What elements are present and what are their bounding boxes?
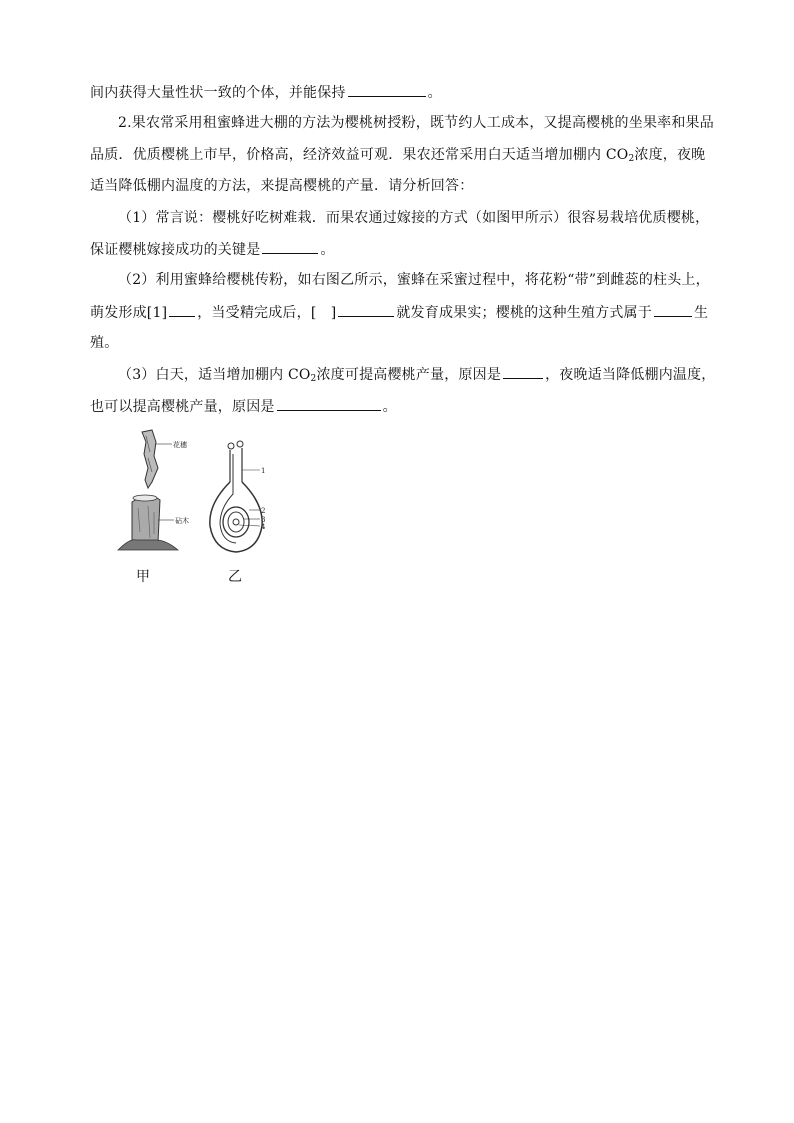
part3-blank-1[interactable] (503, 364, 543, 379)
q2-intro-line2: 品质．优质樱桃上市早，价格高，经济效益可观．果农还常采用白天适当增加棚内 $CO_2$浓度，夜晚 (90, 147, 706, 164)
pistil-label-4: 4 (261, 523, 266, 531)
scion-label: 花穗 (173, 441, 187, 449)
stock-shape (132, 496, 160, 542)
q2-part2-line3: 殖。 (90, 335, 119, 351)
q1-answer-blank[interactable] (348, 82, 426, 97)
figure-label-yi: 乙 (228, 569, 242, 585)
q2-part2-line2: 萌发形成[1] ，当受精完成后，[ ] 就发育成果实；樱桃的这种生殖方式属于 生 (90, 302, 708, 323)
part1-answer-blank[interactable] (262, 239, 318, 254)
part2-blank-1[interactable] (169, 302, 195, 317)
soil-shape (118, 540, 178, 550)
q1-tail-text: 间内获得大量性状一致的个体，并能保持 (90, 85, 346, 101)
pistil-label-2: 2 (261, 507, 266, 515)
q2-part1-line2: 保证樱桃嫁接成功的关键是 。 (90, 239, 335, 260)
pollen-tube (220, 454, 236, 543)
figure-label-jia: 甲 (136, 569, 150, 585)
q2-part3-line1: （3）白天，适当增加棚内 $CO_2$浓度可提高樱桃产量，原因是 ，夜晚适当降低棚内温度， (118, 364, 716, 385)
part2-blank-3[interactable] (654, 302, 692, 317)
pistil-label-3: 3 (261, 516, 266, 524)
part2-blank-2[interactable] (338, 302, 394, 317)
stock-label: 砧木 (175, 517, 189, 525)
figure-grafting-and-flower (112, 422, 292, 592)
part3-blank-2[interactable] (277, 396, 381, 411)
q2-intro-line3: 适当降低棚内温度的方法，来提高樱桃的产量．请分析回答： (90, 178, 474, 194)
q1-tail-line: 间内获得大量性状一致的个体，并能保持 。 (90, 82, 442, 103)
q2-intro-line1: 2.果农常采用租蜜蜂进大棚的方法为樱桃树授粉，既节约人工成本，又提高樱桃的坐果率和果品 (118, 115, 714, 131)
pistil-diagram (210, 441, 266, 552)
pistil-label-1: 1 (261, 467, 266, 475)
q2-part2-line1: （2）利用蜜蜂给樱桃传粉，如右图乙所示，蜜蜂在采蜜过程中，将花粉“带”到雌蕊的柱头上， (118, 272, 710, 288)
grafting-diagram (118, 430, 189, 550)
q2-part1-line1: （1）常言说：樱桃好吃树难栽．而果农通过嫁接的方式（如图甲所示）很容易栽培优质樱桃， (118, 210, 710, 226)
ovary-wall (210, 482, 262, 552)
scion-shape (142, 430, 158, 488)
q2-part3-line2: 也可以提高樱桃产量，原因是 。 (90, 396, 397, 417)
